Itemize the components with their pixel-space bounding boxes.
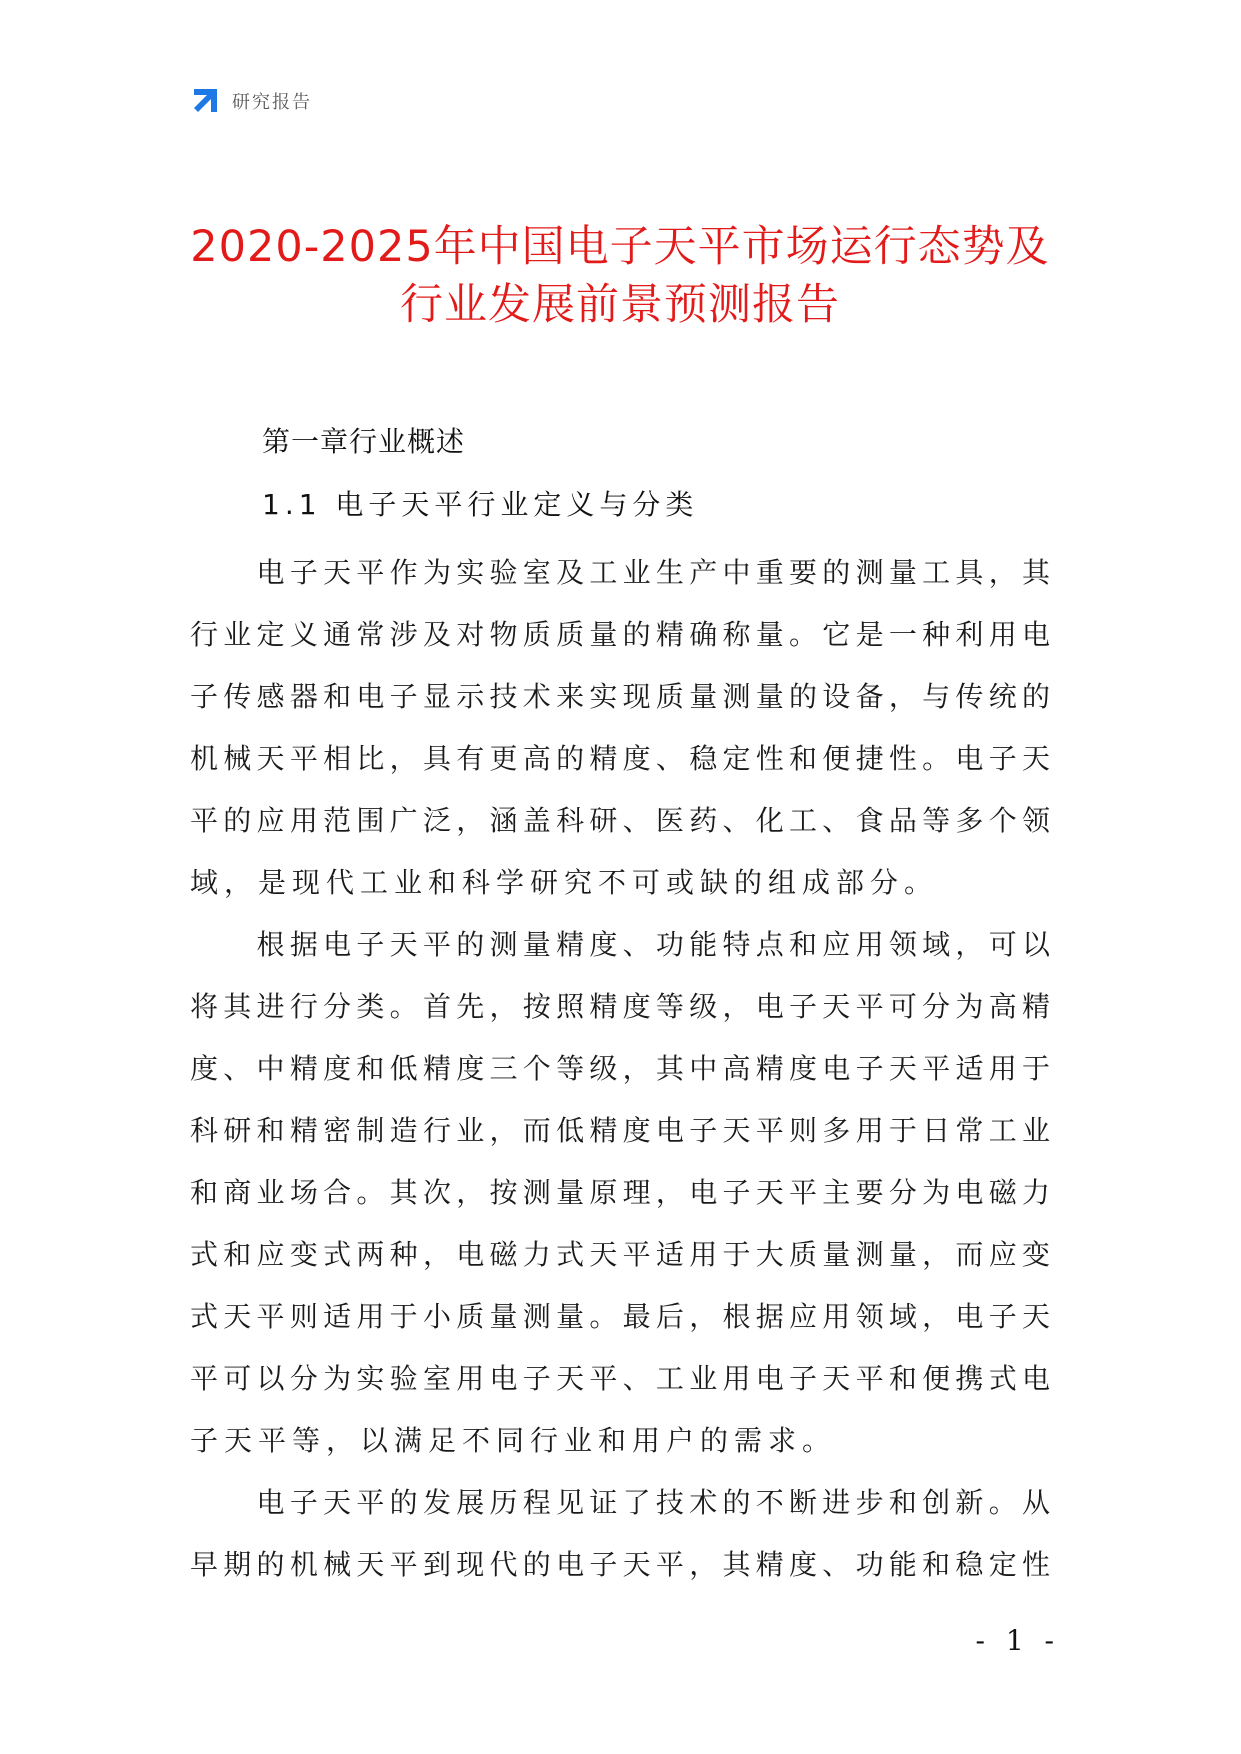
title-line-2: 行业发展前景预测报告 <box>400 280 840 330</box>
page-number: - 1 - <box>975 1624 1060 1657</box>
text-line: 域，是现代工业和科学研究不可或缺的组成部分。 <box>190 866 939 899</box>
text-line: 机械天平相比，具有更高的精度、稳定性和便捷性。电子天 <box>190 742 1050 775</box>
report-header <box>190 86 312 116</box>
text-line: 平可以分为实验室用电子天平、工业用电子天平和便携式电 <box>190 1362 1050 1395</box>
title-line-1: 2020-2025年中国电子天平市场运行态势及 <box>190 222 1050 272</box>
document-title <box>180 218 1060 334</box>
text-line: 度、中精度和低精度三个等级，其中高精度电子天平适用于 <box>190 1052 1050 1085</box>
body-text <box>190 542 1050 1596</box>
text-line: 和商业场合。其次，按测量原理，电子天平主要分为电磁力 <box>190 1176 1050 1209</box>
text-line: 子传感器和电子显示技术来实现质量测量的设备，与传统的 <box>190 680 1050 713</box>
text-line: 早期的机械天平到现代的电子天平，其精度、功能和稳定性 <box>190 1548 1050 1581</box>
text-line: 行业定义通常涉及对物质质量的精确称量。它是一种利用电 <box>190 618 1050 651</box>
text-line: 子天平等，以满足不同行业和用户的需求。 <box>190 1424 837 1457</box>
text-line: 电子天平作为实验室及工业生产中重要的测量工具，其 <box>190 556 1050 589</box>
header-label: 研究报告 <box>232 92 312 113</box>
text-line: 式和应变式两种，电磁力式天平适用于大质量测量，而应变 <box>190 1238 1050 1271</box>
text-line: 平的应用范围广泛，涵盖科研、医药、化工、食品等多个领 <box>190 804 1050 837</box>
text-line: 将其进行分类。首先，按照精度等级，电子天平可分为高精 <box>190 990 1050 1023</box>
section-heading: 1.1 电子天平行业定义与分类 <box>262 488 699 521</box>
arrow-up-right-icon <box>190 86 220 116</box>
text-line: 电子天平的发展历程见证了技术的不断进步和创新。从 <box>190 1486 1050 1519</box>
text-line: 根据电子天平的测量精度、功能特点和应用领域，可以 <box>190 928 1050 961</box>
chapter-heading: 第一章行业概述 <box>262 425 466 458</box>
text-line: 式天平则适用于小质量测量。最后，根据应用领域，电子天 <box>190 1300 1050 1333</box>
text-line: 科研和精密制造行业，而低精度电子天平则多用于日常工业 <box>190 1114 1050 1147</box>
